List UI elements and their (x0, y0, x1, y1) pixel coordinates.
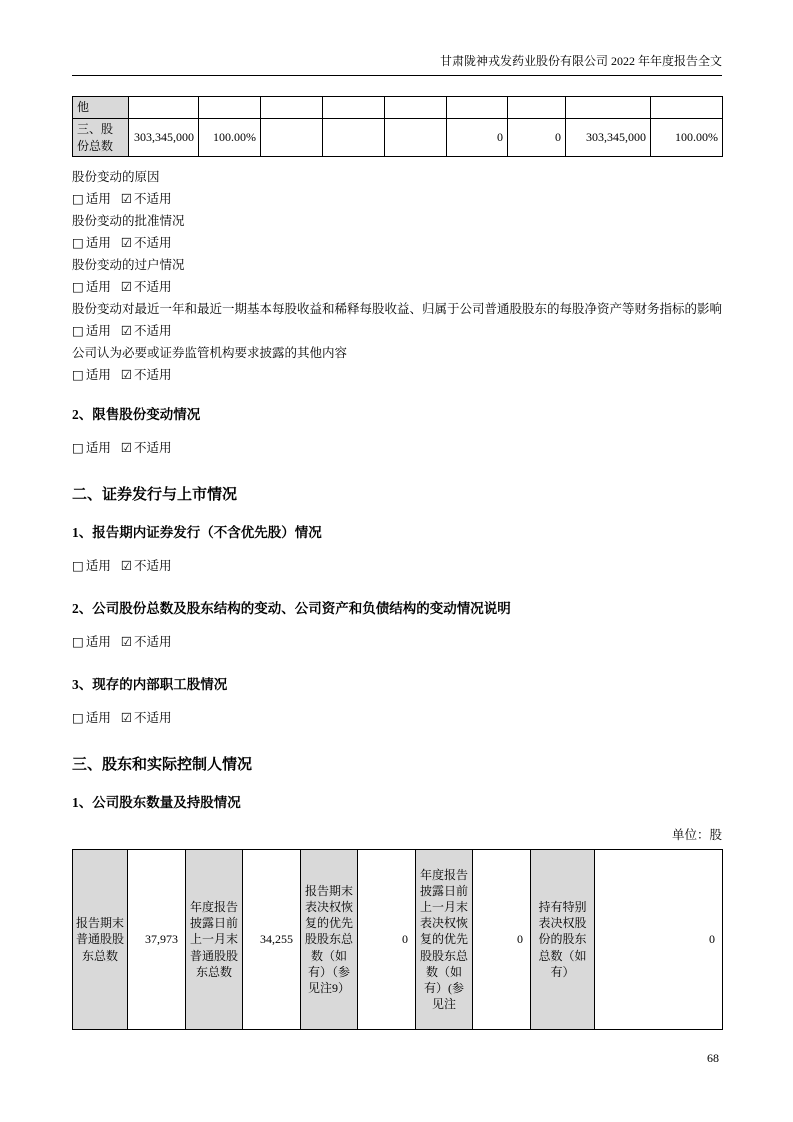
applicability-options (72, 188, 722, 210)
table-cell (261, 97, 323, 119)
applicable-label: 适用 (85, 441, 111, 455)
page-number: 68 (707, 1051, 719, 1065)
row-label: 三、股份总数 (73, 119, 129, 157)
column-label: 年度报告披露日前上一月末普通股股东总数 (186, 850, 243, 1030)
applicability-options (72, 707, 722, 729)
table-cell (323, 97, 385, 119)
table-cell (261, 119, 323, 157)
not-applicable-checkbox-checked-icon: ☑ (120, 191, 133, 206)
heading-employee-shares: 3、现存的内部职工股情况 (72, 677, 228, 692)
table-cell (129, 97, 199, 119)
applicability-options (72, 631, 722, 653)
header-title: 甘肃陇神戎发药业股份有限公司 2022 年年度报告全文 (439, 54, 722, 68)
table-cell (199, 97, 261, 119)
applicable-checkbox-unchecked-icon: □ (72, 191, 84, 206)
column-value: 34,255 (243, 850, 301, 1030)
not-applicable-label: 不适用 (134, 635, 172, 649)
not-applicable-label: 不适用 (134, 441, 172, 455)
not-applicable-label: 不适用 (134, 368, 172, 382)
applicable-label: 适用 (85, 236, 111, 250)
statement-text: 股份变动对最近一年和最近一期基本每股收益和稀释每股收益、归属于公司普通股股东的每股净资产等财务指标的影响 (72, 302, 723, 316)
statement-text: 股份变动的过户情况 (72, 258, 185, 272)
applicable-label: 适用 (85, 324, 111, 338)
applicability-options (72, 320, 722, 342)
applicable-label: 适用 (85, 711, 111, 725)
column-value: 0 (358, 850, 416, 1030)
table-cell (385, 97, 447, 119)
table-cell (323, 119, 385, 157)
table-row (73, 850, 723, 1030)
not-applicable-label: 不适用 (134, 324, 172, 338)
table-cell (385, 119, 447, 157)
not-applicable-checkbox-checked-icon: ☑ (120, 235, 133, 250)
table-row (73, 119, 723, 157)
heading-securities-listing: 二、证券发行与上市情况 (72, 487, 238, 503)
column-label: 年度报告披露日前上一月末表决权恢复的优先股股东总数（如有）(参见注 (416, 850, 473, 1030)
not-applicable-checkbox-checked-icon: ☑ (120, 279, 133, 294)
applicable-checkbox-unchecked-icon: □ (72, 710, 84, 725)
shareholder-count-table (72, 849, 723, 1030)
applicable-checkbox-unchecked-icon: □ (72, 235, 84, 250)
applicable-checkbox-unchecked-icon: □ (72, 634, 84, 649)
heading-structure-change: 2、公司股份总数及股东结构的变动、公司资产和负债结构的变动情况说明 (72, 601, 511, 616)
heading-restricted-shares: 2、限售股份变动情况 (72, 407, 201, 422)
table-cell: 100.00% (199, 119, 261, 157)
row-label: 他 (73, 97, 129, 119)
not-applicable-label: 不适用 (134, 192, 172, 206)
heading-issuance: 1、报告期内证券发行（不含优先股）情况 (72, 525, 322, 540)
table-cell: 303,345,000 (566, 119, 651, 157)
heading-shareholder-count: 1、公司股东数量及持股情况 (72, 795, 241, 810)
not-applicable-label: 不适用 (134, 711, 172, 725)
not-applicable-checkbox-checked-icon: ☑ (120, 558, 133, 573)
statement-text: 股份变动的原因 (72, 170, 160, 184)
table-cell (651, 97, 723, 119)
table-cell: 303,345,000 (129, 119, 199, 157)
applicable-label: 适用 (85, 368, 111, 382)
table-cell (447, 97, 508, 119)
not-applicable-checkbox-checked-icon: ☑ (120, 634, 133, 649)
not-applicable-checkbox-checked-icon: ☑ (120, 323, 133, 338)
applicable-label: 适用 (85, 635, 111, 649)
column-label: 报告期末普通股股东总数 (73, 850, 128, 1030)
table-cell: 0 (508, 119, 566, 157)
applicable-checkbox-unchecked-icon: □ (72, 440, 84, 455)
column-label: 持有特别表决权股份的股东总数（如有） (531, 850, 595, 1030)
applicable-label: 适用 (85, 559, 111, 573)
applicable-label: 适用 (85, 280, 111, 294)
column-value: 37,973 (128, 850, 186, 1030)
column-label: 报告期末表决权恢复的优先股股东总数（如有）（参见注9） (301, 850, 358, 1030)
not-applicable-label: 不适用 (134, 280, 172, 294)
statement-text: 股份变动的批准情况 (72, 214, 185, 228)
applicable-checkbox-unchecked-icon: □ (72, 279, 84, 294)
column-value: 0 (473, 850, 531, 1030)
unit-label: 单位：股 (671, 828, 722, 842)
share-change-table (72, 96, 723, 157)
applicability-options (72, 364, 722, 386)
applicability-options (72, 232, 722, 254)
page-header (72, 0, 722, 76)
not-applicable-label: 不适用 (134, 559, 172, 573)
applicable-checkbox-unchecked-icon: □ (72, 367, 84, 382)
not-applicable-label: 不适用 (134, 236, 172, 250)
applicability-options (72, 437, 722, 459)
not-applicable-checkbox-checked-icon: ☑ (120, 440, 133, 455)
applicable-checkbox-unchecked-icon: □ (72, 558, 84, 573)
table-cell (508, 97, 566, 119)
not-applicable-checkbox-checked-icon: ☑ (120, 367, 133, 382)
table-cell: 100.00% (651, 119, 723, 157)
not-applicable-checkbox-checked-icon: ☑ (120, 710, 133, 725)
column-value: 0 (595, 850, 723, 1030)
table-cell (566, 97, 651, 119)
applicable-checkbox-unchecked-icon: □ (72, 323, 84, 338)
heading-shareholders: 三、股东和实际控制人情况 (72, 757, 253, 773)
statements-block (72, 166, 722, 386)
applicability-options (72, 276, 722, 298)
applicable-label: 适用 (85, 192, 111, 206)
applicability-options (72, 555, 722, 577)
table-row (73, 97, 723, 119)
statement-text: 公司认为必要或证券监管机构要求披露的其他内容 (72, 346, 348, 360)
table-cell: 0 (447, 119, 508, 157)
